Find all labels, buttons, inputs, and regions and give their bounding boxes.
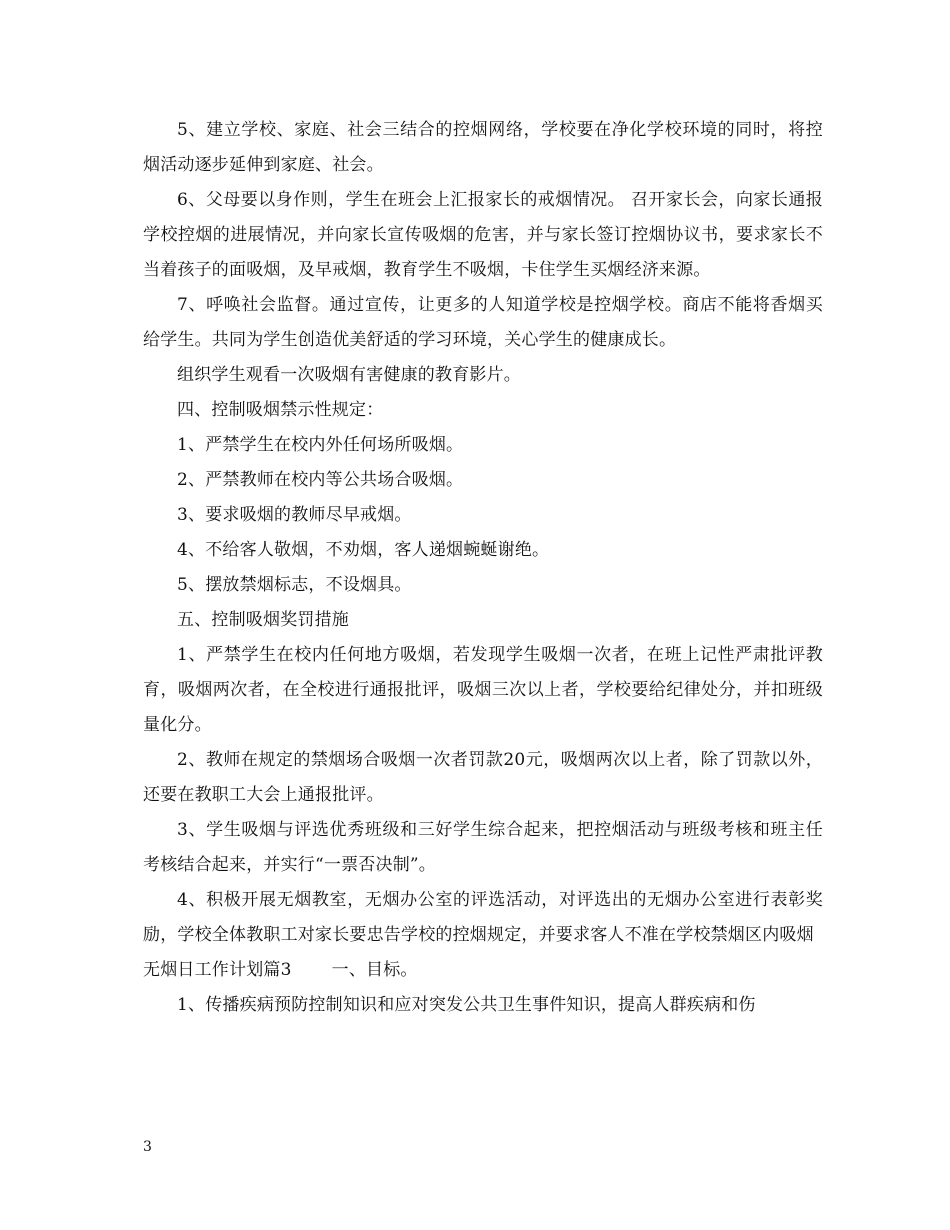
section-title-line — [143, 953, 823, 988]
section-heading: 无烟日工作计划篇3 — [143, 960, 292, 980]
reward-item-3: 3、学生吸烟与评选优秀班级和三好学生综合起来，把控烟活动与班级考核和班主任考核结合起来，并实行“一票否决制”。 — [143, 820, 823, 875]
rule-item-4: 4、不给客人敬烟，不劝烟，客人递烟蜿蜒谢绝。 — [177, 540, 550, 560]
reward-item-2: 2、教师在规定的禁烟场合吸烟一次者罚款20元，吸烟两次以上者，除了罚款以外，还要在教职工大会上通报批评。 — [143, 750, 823, 805]
rule-item-5: 5、摆放禁烟标志，不设烟具。 — [177, 575, 412, 595]
section-first-item: 一、目标。 — [331, 960, 418, 980]
paragraph-item-6-parents: 6、父母要以身作则，学生在班会上汇报家长的戒烟情况。 召开家长会，向家长通报学校控烟的进展情况，并向家长宣传吸烟的危害，并与家长签订控烟协议书，要求家长不当着孩子的面吸烟，及早戒烟，教育学生不吸烟，卡住学生买烟经济来源。 — [143, 190, 823, 280]
paragraph-film: 组织学生观看一次吸烟有害健康的教育影片。 — [177, 365, 521, 385]
section-heading-rules: 四、控制吸烟禁示性规定： — [177, 400, 384, 420]
reward-item-4: 4、积极开展无烟教室，无烟办公室的评选活动，对评选出的无烟办公室进行表彰奖励，学校全体教职工对家长要忠告学校的控烟规定，并要求客人不准在学校禁烟区内吸烟 — [143, 890, 823, 945]
rule-item-2: 2、严禁教师在校内等公共场合吸烟。 — [177, 470, 464, 490]
document-body — [143, 113, 823, 1023]
goal-item-1: 1、传播疾病预防控制知识和应对突发公共卫生事件知识，提高人群疾病和伤 — [177, 995, 756, 1015]
reward-item-1: 1、严禁学生在校内任何地方吸烟，若发现学生吸烟一次者，在班上记性严肃批评教育，吸烟两次者，在全校进行通报批评，吸烟三次以上者，学校要给纪律处分，并扣班级量化分。 — [143, 645, 823, 735]
section-heading-rewards: 五、控制吸烟奖罚措施 — [177, 610, 349, 630]
page-number: 3 — [143, 1139, 152, 1155]
rule-item-3: 3、要求吸烟的教师尽早戒烟。 — [177, 505, 412, 525]
paragraph-item-5-network: 5、建立学校、家庭、社会三结合的控烟网络，学校要在净化学校环境的同时，将控烟活动逐步延伸到家庭、社会。 — [143, 120, 823, 175]
rule-item-1: 1、严禁学生在校内外任何场所吸烟。 — [177, 435, 464, 455]
paragraph-item-7-supervision: 7、呼唤社会监督。通过宣传，让更多的人知道学校是控烟学校。商店不能将香烟买给学生。共同为学生创造优美舒适的学习环境，关心学生的健康成长。 — [143, 295, 823, 350]
